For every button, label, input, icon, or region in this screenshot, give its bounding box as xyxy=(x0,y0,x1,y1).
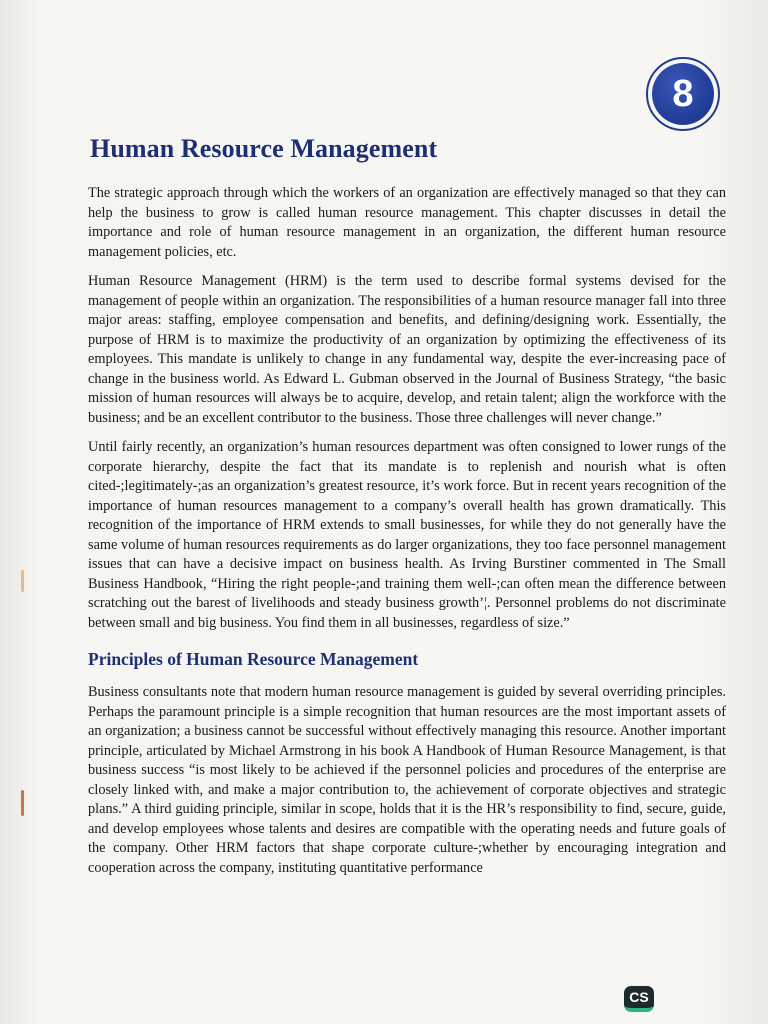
hr-importance-paragraph: Until fairly recently, an organization’s human resources department was often consigned to lower rungs of the corporate hierarchy, despite the fact that its mandate is to replenish and nourish what is often cited-;legitimately-;as an organization’s greatest resource, it’s work force. But in recent years recognition of the importance of human resources management to a company’s overall health has grown dramatically. This recognition of the importance of HRM extends to small businesses, for while they do not generally have the same volume of human resources requirements as do larger organizations, they too face personnel management issues that can have a decisive impact on business health. As Irving Burstiner commented in The Small Business Handbook, “Hiring the right people-;and training them well-;can often mean the difference between scratching out the barest of livelihoods and steady business growth’¦. Personnel problems do not discriminate between small and big business. You find them in all businesses, regardless of size.” xyxy=(88,439,726,631)
hrm-definition-paragraph: Human Resource Management (HRM) is the term used to describe formal systems devised for the management of people within an organization. The responsibilities of a human resource manager fall into three major areas: staffing, employee compensation and benefits, and defining/designing work. Essentially, the purpose of HRM is to maximize the productivity of an organization by optimizing the effectiveness of its employees. This mandate is unlikely to change in any fundamental way, despite the ever-increasing pace of change in the business world. As Edward L. Gubman observed in the Journal of Business Strategy, “the basic mission of human resources will always be to acquire, develop, and retain talent; align the workforce with the business; and be an excellent contributor to the business. Those three challenges will never change.” xyxy=(88,273,726,426)
section-heading: Principles of Human Resource Management xyxy=(88,649,419,669)
margin-highlight-mark xyxy=(21,790,24,816)
chapter-number: 8 xyxy=(652,63,714,125)
chapter-title: Human Resource Management xyxy=(90,134,438,163)
principles-paragraph: Business consultants note that modern human resource management is guided by several overriding principles. Perhaps the paramount principle is a simple recognition that human resources are the most important assets of an organization; a business cannot be successful without effectively managing this resource. Another important principle, articulated by Michael Armstrong in his book A Handbook of Human Resource Management, is that business success “is most likely to be achieved if the personnel policies and procedures of the enterprise are closely linked with, and make a major contribution to, the achievement of corporate objectives and strategic plans.” A third guiding principle, similar in scope, holds that it is the HR’s responsibility to find, secure, guide, and develop employees whose talents and desires are compatible with the operating needs and future goals of the company. Other HRM factors that shape corporate culture-;whether by encouraging integration and cooperation across the company, instituting quantitative performance xyxy=(88,684,726,876)
margin-highlight-mark xyxy=(21,570,24,592)
intro-paragraph: The strategic approach through which the workers of an organization are effectively managed so that they can help the business to grow is called human resource management. This chapter discusses in detail the importance and role of human resource management in an organization, the different human resource management policies, etc. xyxy=(88,185,726,260)
chapter-number-badge xyxy=(646,57,720,131)
chapter-body xyxy=(88,184,726,888)
camscanner-logo: CS xyxy=(624,986,654,1012)
